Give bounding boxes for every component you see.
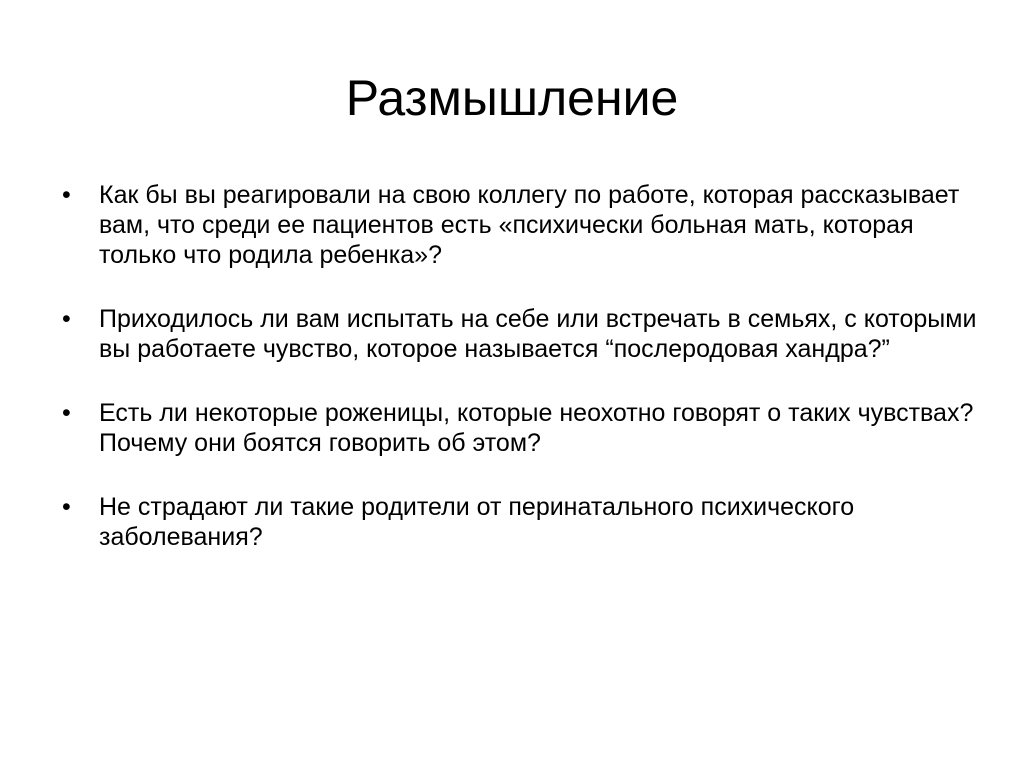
bullet-icon: • bbox=[62, 305, 71, 333]
bullet-text: Как бы вы реагировали на свою коллегу по работе, которая рассказывает вам, что среди ее пациентов есть «психически больная мать, которая только что родила ребенка»? bbox=[99, 181, 960, 269]
bullet-item bbox=[62, 398, 988, 458]
slide-title: Размышление bbox=[345, 70, 679, 126]
bullet-item bbox=[62, 492, 982, 552]
bullet-item bbox=[62, 180, 982, 270]
bullet-list bbox=[62, 180, 988, 586]
bullet-icon: • bbox=[62, 181, 71, 209]
bullet-text: Приходилось ли вам испытать на себе или встречать в семьях, с которыми вы работаете чувство, которое называется “послеродовая хандра?” bbox=[99, 305, 977, 363]
bullet-icon: • bbox=[62, 493, 71, 521]
bullet-text: Есть ли некоторые роженицы, которые неохотно говорят о таких чувствах? Почему они боятся говорить об этом? bbox=[99, 399, 988, 457]
bullet-text: Не страдают ли такие родители от перинатального психического заболевания? bbox=[99, 493, 855, 551]
bullet-icon: • bbox=[62, 399, 71, 427]
bullet-item bbox=[62, 304, 982, 364]
